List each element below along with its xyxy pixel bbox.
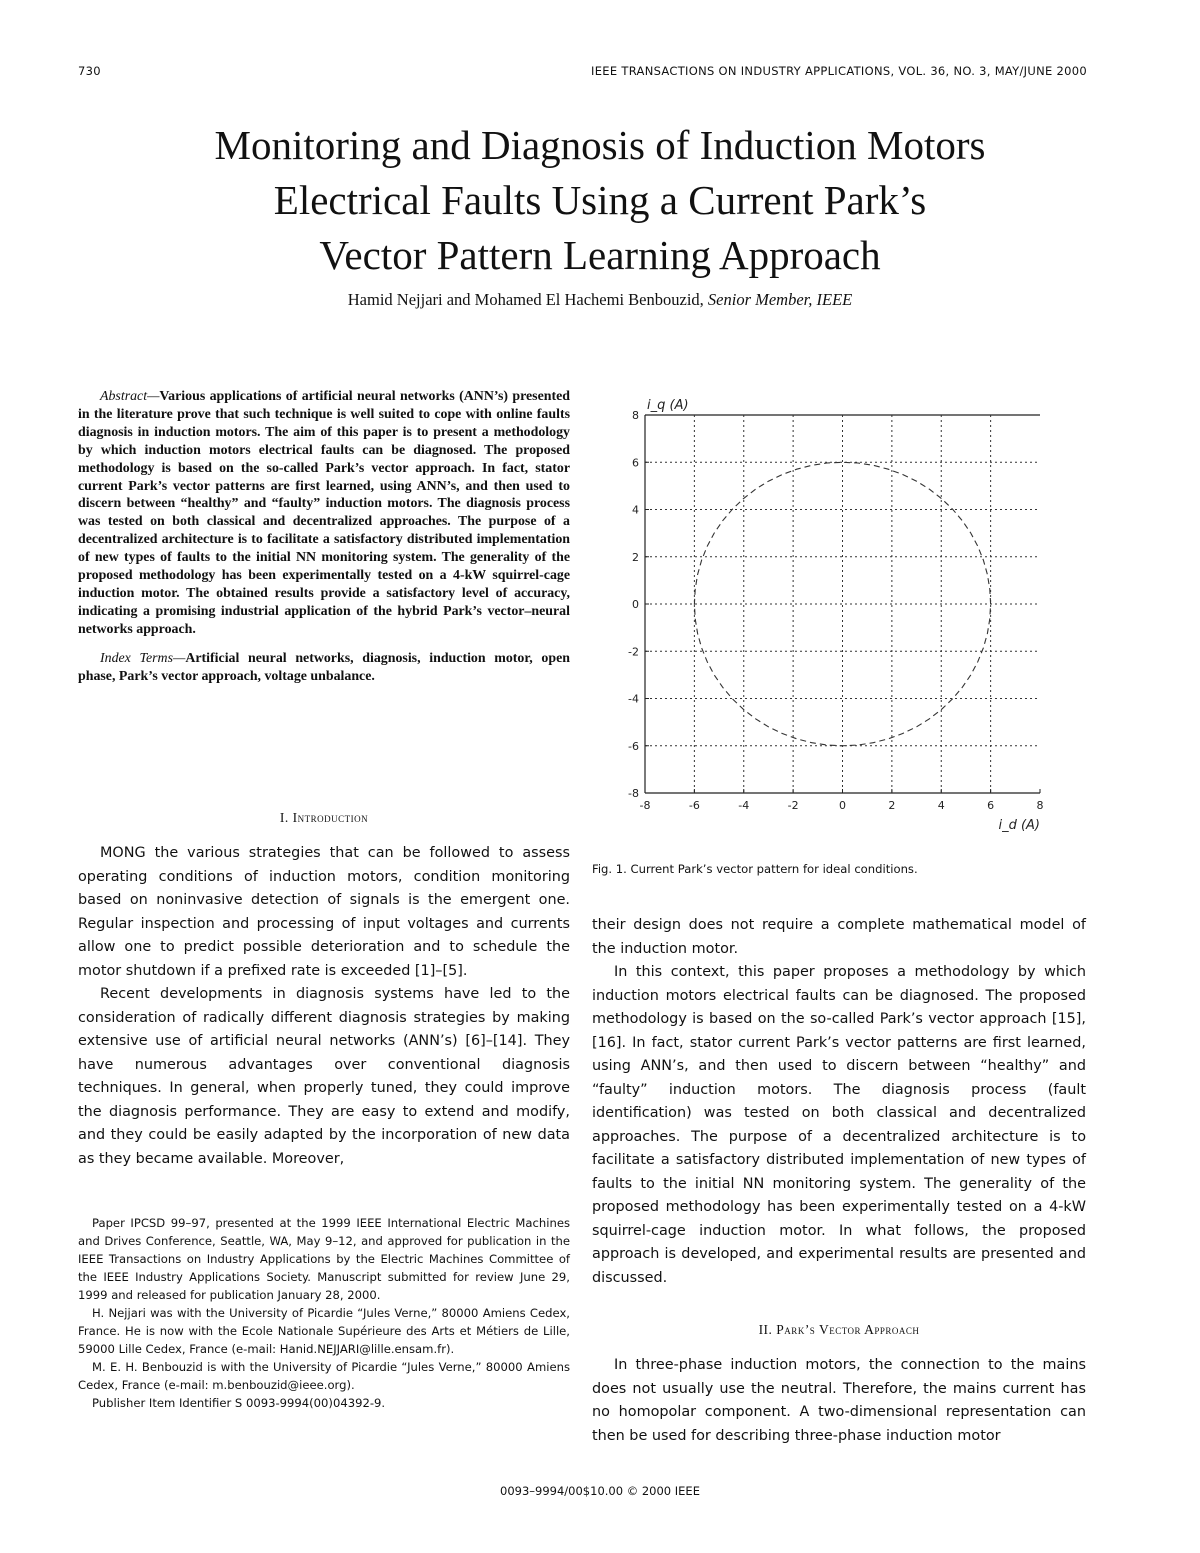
intro-paragraph-1: MONG the various strategies that can be followed to assess operating conditions of induction motors, condition monitoring based on noninvasive detection of signals is the emergent one. Regular inspection and processing of input voltages and currents allow one to predict possible deterioration and to schedule the motor shutdown if a prefixed rate is exceeded [1]–[5].: [78, 845, 570, 979]
x-tick-label: -2: [787, 799, 799, 812]
title-line-3: Vector Pattern Learning Approach: [319, 232, 881, 278]
right-column-body: [592, 914, 1086, 1290]
park-paragraph-1: In three-phase induction motors, the connection to the mains does not usually use the neutral. Therefore, the mains current has no homopolar component. A two-dimensional representation can then be used for describing three-phase induction motor: [592, 1357, 1086, 1444]
y-axis-label: i_q (A): [647, 398, 689, 413]
y-tick-label: -2: [628, 645, 639, 659]
park-vector-chart: [600, 388, 1060, 838]
footnote-author-1: H. Nejjari was with the University of Picardie “Jules Verne,” 80000 Amiens Cedex, France. He is now with the Ecole Nationale Supérieure des Arts et Métiers de Lille, 59000 Lille Cedex, France (e-mail: Hanid.NEJJARI@lille.ensam.fr).: [78, 1306, 570, 1356]
x-tick-label: 6: [987, 799, 995, 812]
figure-caption: Fig. 1. Current Park’s vector pattern for ideal conditions.: [592, 862, 918, 876]
x-tick-label: 2: [888, 799, 896, 812]
right-paragraph-2: In this context, this paper proposes a methodology by which induction motors electrical faults can be diagnosed. The proposed methodology is based on the so-called Park’s vector approach [15], [16]. In fact, stator current Park’s vector patterns are first learned, using ANN’s, and then used to discern between “healthy” and “faulty” induction motors. The diagnosis process (fault identification) was tested on both classical and decentralized approaches. The purpose of a decentralized architecture is to facilitate a satisfactory distributed implementation of new types of faults to the initial NN monitoring system. The generality of the proposed methodology has been experimentally tested on a 4-kW squirrel-cage induction motor. In what follows, the proposed approach is developed, and experimental results are presented and discussed.: [592, 964, 1086, 1286]
y-tick-label: -6: [628, 739, 639, 753]
footnote-publisher-id: Publisher Item Identifier S 0093-9994(00)04392-9.: [92, 1396, 386, 1410]
y-tick-label: 2: [632, 550, 639, 564]
section-heading-introduction: I. Introduction: [279, 810, 369, 825]
footnote-paper-info: Paper IPCSD 99–97, presented at the 1999 IEEE International Electric Machines and Drives Conference, Seattle, WA, May 9–12, and approved for publication in the IEEE Transactions on Industry Applications by the Electric Machines Committee of the IEEE Industry Applications Society. Manuscript submitted for review June 29, 1999 and released for publication January 28, 2000.: [78, 1216, 570, 1302]
parks-vector-body: [592, 1354, 1086, 1448]
journal-header: IEEE TRANSACTIONS ON INDUSTRY APPLICATIONS, VOL. 36, NO. 3, MAY/JUNE 2000: [591, 64, 1087, 78]
index-terms-text: Artificial neural networks, diagnosis, induction motor, open phase, Park’s vector approach, voltage unbalance.: [78, 650, 570, 684]
author-membership: Senior Member, IEEE: [707, 290, 853, 309]
title-line-2: Electrical Faults Using a Current Park’s: [273, 177, 927, 223]
section-heading-parks-vector: II. Park’s Vector Approach: [758, 1322, 920, 1337]
copyright-footer: 0093–9994/00$10.00 © 2000 IEEE: [500, 1484, 700, 1498]
y-tick-label: 0: [632, 598, 639, 611]
y-tick-label: -4: [628, 692, 639, 706]
footnote-author-2: M. E. H. Benbouzid is with the University of Picardie “Jules Verne,” 80000 Amiens Cedex, France (e-mail: m.benbouzid@ieee.org).: [78, 1360, 570, 1392]
y-tick-label: 8: [632, 409, 639, 422]
right-paragraph-1: their design does not require a complete mathematical model of the induction motor.: [592, 917, 1086, 957]
paper-title: [0, 118, 1200, 283]
abstract: [78, 388, 570, 686]
abstract-text: Various applications of artificial neural networks (ANN’s) presented in the literature prove that such technique is well suited to cope with online faults diagnosis in induction motors. The aim of this paper is to present a methodology by which induction motors electrical faults can be diagnosed. The proposed methodology is based on the so-called Park’s vector approach. In fact, stator current Park’s vector patterns are first learned, using ANN’s, and then used to discern between “healthy” and “faulty” induction motors. The diagnosis process was tested on both classical and decentralized approaches. The purpose of a decentralized architecture is to facilitate a satisfactory distributed implementation of new types of faults to the initial NN monitoring system. The generality of the proposed methodology has been experimentally tested on a 4-kW squirrel-cage induction motor. The obtained results provide a satisfactory level of accuracy, indicating a promising industrial application of the hybrid Park’s vector–neural networks approach.: [78, 389, 570, 637]
introduction-body: [78, 842, 570, 1171]
author-names: Hamid Nejjari and Mohamed El Hachemi Benbouzid,: [347, 290, 704, 309]
y-tick-label: -8: [628, 787, 639, 800]
footnotes: [78, 1214, 570, 1412]
y-tick-label: 4: [632, 503, 639, 517]
y-tick-label: 6: [632, 456, 639, 470]
title-line-1: Monitoring and Diagnosis of Induction Motors: [214, 122, 986, 168]
abstract-label: Abstract—: [100, 389, 160, 404]
x-axis-label: i_d (A): [998, 818, 1040, 833]
figure-1: [600, 388, 1060, 843]
page-number: 730: [78, 64, 101, 78]
index-terms-label: Index Terms—: [100, 650, 186, 666]
x-tick-label: -6: [688, 799, 700, 812]
x-tick-label: 4: [937, 799, 945, 812]
x-tick-label: 0: [839, 799, 846, 812]
x-tick-label: 8: [1036, 799, 1044, 812]
x-tick-label: -8: [639, 799, 651, 812]
author-line: [0, 290, 1200, 310]
intro-paragraph-2: Recent developments in diagnosis systems have led to the consideration of radically different diagnosis strategies by making extensive use of artificial neural networks (ANN’s) [6]–[14]. They have numerous advantages over conventional diagnosis techniques. In general, when properly tuned, they could improve the diagnosis performance. They are easy to extend and modify, and they could be easily adapted by the incorporation of new data as they became available. Moreover,: [78, 986, 570, 1167]
x-tick-label: -4: [738, 799, 750, 812]
